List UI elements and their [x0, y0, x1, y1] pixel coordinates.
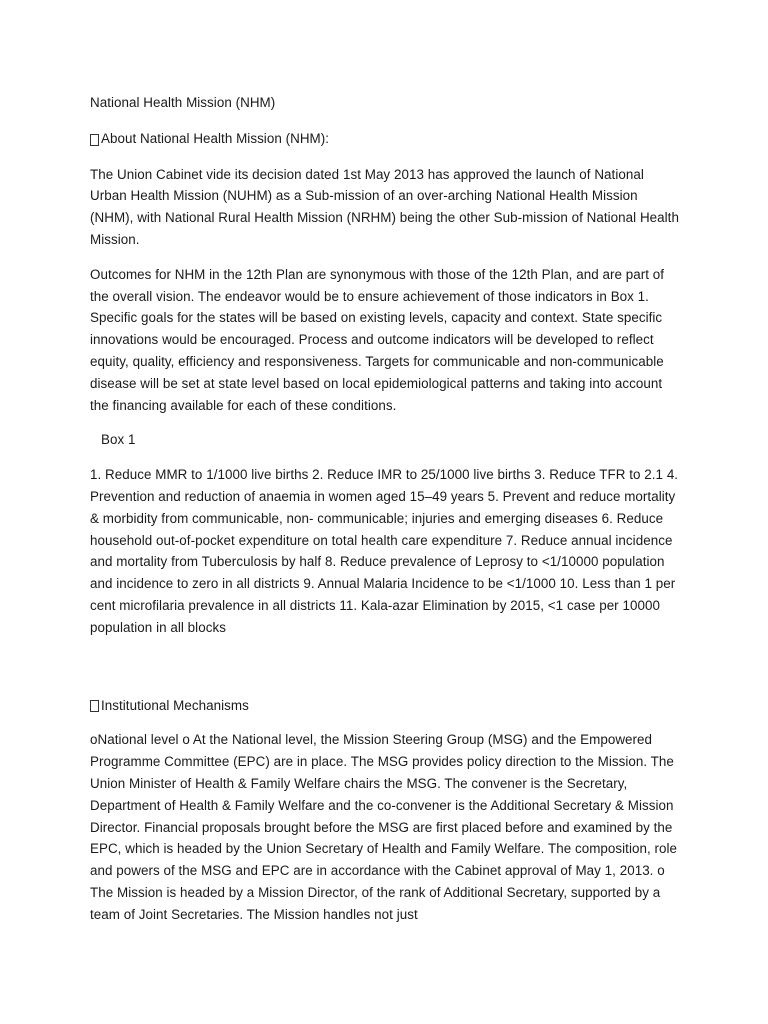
about-paragraph-2: Outcomes for NHM in the 12th Plan are synonymous with those of the 12th Plan, and are part of the overall vision. The endeavor would be to ensure achievement of those indicators in Box 1. Specific goals for the states will be based on existing levels, capacity and context. State specific innovations would be encouraged. Process and outcome indicators will be developed to reflect equity, quality, efficiency and responsiveness. Targets for communicable and non-communicable disease will be set at state level based on local epidemiological patterns and taking into account the financing available for each of these conditions.: [90, 266, 665, 413]
about-paragraph-1: The Union Cabinet vide its decision dated 1st May 2013 has approved the launch of National Urban Health Mission (NUHM) as a Sub-mission of an over-arching National Health Mission (NHM), with National Rural Health Mission (NRHM) being the other Sub-mission of National Health Mission.: [90, 166, 679, 247]
institutional-heading-text: Institutional Mechanisms: [101, 697, 249, 713]
institutional-heading: [90, 695, 680, 717]
box-title: Box 1: [101, 432, 136, 448]
missing-glyph-icon: [90, 134, 99, 146]
about-heading: [90, 128, 680, 150]
document-page: [90, 92, 680, 926]
missing-glyph-icon: [90, 700, 99, 712]
box-goals-text: 1. Reduce MMR to 1/1000 live births 2. Reduce IMR to 25/1000 live births 3. Reduce TFR to 2.1 4. Prevention and reduction of anaemia in women aged 15–49 years 5. Prevent and reduce mortality & morbidity from communicable, non- communicable; injuries and emerging diseases 6. Reduce household out-of-pocket expenditure on total health care expenditure 7. Reduce annual incidence and mortality from Tuberculosis by half 8. Reduce prevalence of Leprosy to <1/10000 population and incidence to zero in all districts 9. Annual Malaria Incidence to be <1/1000 10. Less than 1 per cent microfilaria prevalence in all districts 11. Kala-azar Elimination by 2015, <1 case per 10000 population in all blocks: [90, 467, 679, 635]
institutional-paragraph: oNational level o At the National level, the Mission Steering Group (MSG) and the Empowered Programme Committee (EPC) are in place. The MSG provides policy direction to the Mission. The Union Minister of Health & Family Welfare chairs the MSG. The convener is the Secretary, Department of Health & Family Welfare and the co-convener is the Additional Secretary & Mission Director. Financial proposals brought before the MSG are first placed before and examined by the EPC, which is headed by the Union Secretary of Health and Family Welfare. The composition, role and powers of the MSG and EPC are in accordance with the Cabinet approval of May 1, 2013. o The Mission is headed by a Mission Director, of the rank of Additional Secretary, supported by a team of Joint Secretaries. The Mission handles not just: [90, 732, 678, 922]
about-heading-text: About National Health Mission (NHM):: [101, 130, 330, 146]
document-title: National Health Mission (NHM): [90, 95, 276, 110]
